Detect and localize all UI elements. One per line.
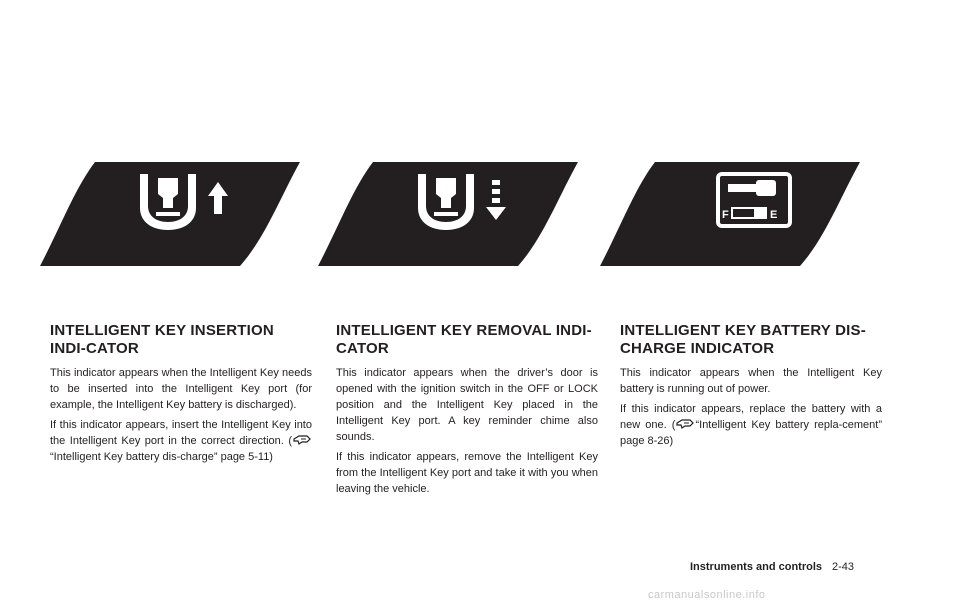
section-paragraph: This indicator appears when the Intelligent Key battery is running out of power.	[620, 367, 882, 395]
reference-pointer-icon	[676, 418, 694, 429]
battery-discharge-indicator-section	[620, 322, 882, 453]
removal-indicator-illustration	[318, 158, 578, 268]
page-number: 2-43	[832, 561, 855, 573]
reference-pointer-icon	[293, 434, 311, 445]
gauge-empty-label: E	[770, 209, 778, 221]
section-paragraph: This indicator appears when the Intelligent Key needs to be inserted into the Intelligent Key port (for example, the Intelligent Key battery is discharged).	[50, 367, 312, 411]
section-paragraph: This indicator appears when the driver’s door is opened with the ignition switch in the OFF or LOCK position and the Intelligent Key placed in the Intelligent Key port. A key reminder chime also sounds.	[336, 367, 598, 443]
section-title: INTELLIGENT KEY INSERTION INDI-CATOR	[50, 322, 274, 357]
insertion-indicator-illustration	[40, 158, 300, 268]
reference-link[interactable]: “Intelligent Key battery dis-charge” page 5-11)	[50, 451, 273, 463]
section-title: INTELLIGENT KEY BATTERY DIS-CHARGE INDICATOR	[620, 322, 866, 357]
watermark: carmanualsonline.info	[648, 589, 766, 601]
section-paragraph-with-reference: If this indicator appears, replace the battery with a new one. ( “Intelligent Key battery repla-cement” page 8-26)	[620, 403, 882, 447]
indicator-display-panel	[600, 162, 860, 266]
gauge-full-label: F	[722, 209, 729, 221]
section-paragraph-with-reference: If this indicator appears, insert the Intelligent Key into the Intelligent Key port in the correct direction. ( “Intelligent Key battery dis-charge” page 5-11)	[50, 419, 312, 463]
page-footer	[690, 561, 910, 573]
insertion-indicator-section	[50, 322, 312, 469]
battery-discharge-indicator-illustration	[600, 158, 860, 268]
removal-indicator-section	[336, 322, 598, 501]
footer-section-title: Instruments and controls	[690, 561, 823, 573]
section-paragraph: If this indicator appears, remove the Intelligent Key from the Intelligent Key port and take it with you when leaving the vehicle.	[336, 451, 598, 495]
section-title: INTELLIGENT KEY REMOVAL INDI-CATOR	[336, 322, 592, 357]
reference-link[interactable]: “Intelligent Key battery repla-cement” page 8-26)	[620, 419, 882, 447]
